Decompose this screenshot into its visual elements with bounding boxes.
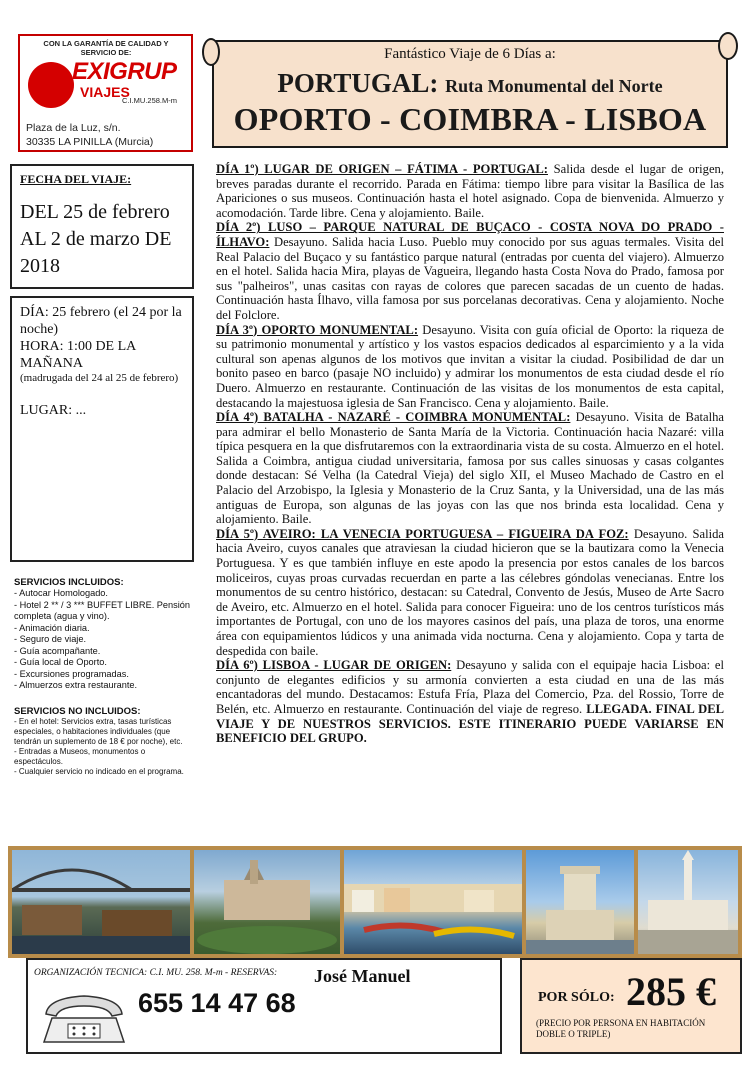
- itinerary-day: [216, 410, 724, 527]
- service-item: - Seguro de viaje.: [14, 634, 87, 644]
- day-title: DÍA 3º) OPORTO MONUMENTAL:: [216, 322, 419, 337]
- photo-bucaco-palace: [194, 850, 340, 954]
- service-item: - Guía acompañante.: [14, 645, 101, 656]
- day-title: DÍA 4º) BATALHA - NAZARÉ - COIMBRA MONUMENTAL:: [216, 410, 571, 425]
- photo-fatima-basilica: [638, 850, 738, 954]
- date-text: DEL 25 de febrero AL 2 de marzo DE 2018: [20, 201, 172, 277]
- service-item: - Almuerzos extra restaurante.: [14, 680, 138, 690]
- service-excluded-item: - Cualquier servicio no indicado en el programa.: [14, 766, 184, 776]
- photo-belem-tower: [526, 850, 634, 954]
- photo-aveiro-canal: [344, 850, 522, 954]
- agency-license: C.I.MU.258.M-m: [122, 96, 178, 105]
- trip-title: [200, 68, 740, 99]
- agency-address-2: 30335 LA PINILLA (Murcia): [26, 136, 154, 148]
- price-label: POR SÓLO:: [538, 990, 615, 1005]
- departure-box: [10, 296, 194, 562]
- day-title: DÍA 2º) LUSO – PARQUE NATURAL DE BUÇACO - COSTA NOVA DO PRADO - ÍLHAVO:: [216, 220, 724, 249]
- itinerary-day: [216, 527, 724, 658]
- services-not-included-title: SERVICIOS NO INCLUIDOS:: [14, 705, 141, 717]
- price-box: [520, 958, 742, 1054]
- day-text: Desayuno. Salida hacia Luso. Pueblo muy conocido por sus aguas termales. Visita del Real Palacio del Buçaco y su fantástico parque natural (entradas por cuenta del viajero). Almuerzo en el hotel. Salida hacia Mira, playas de Vagueira, llegando hasta Costa Nova do Prado, famosa por sus "palheiros", unas casitas con rayas de colores que parecen sacadas de un cuento de hadas. Continuación hasta Ílhavo, villa famosa por sus porcelanas decorativas. Cena y alojamiento. Noche del Folclore.: [216, 234, 724, 322]
- services-included-title: SERVICIOS INCLUIDOS:: [14, 577, 124, 588]
- itinerary-day: [216, 220, 724, 322]
- departure-hour-note: (madrugada del 24 al 25 de febrero): [20, 372, 179, 384]
- trip-country: PORTUGAL:: [277, 68, 439, 98]
- departure-day: DÍA: 25 febrero (el 24 por la noche): [20, 305, 182, 337]
- day-text: Desayuno y salida con el equipaje hacia Lisboa: el conjunto de elegantes edificios y su armonía convierten a esta ciudad en una de las más encantadoras del mundo. Destacamos: Estufa Fría, Plaza del Comercio, Pza. del Rossio, Torre de Belén, etc. Almuerzo en restaurante. Continuación del viaje de regreso.: [216, 658, 725, 716]
- services-section: [14, 577, 192, 777]
- service-item: - Excursiones programadas.: [14, 668, 129, 679]
- service-item: - Guía local de Oporto.: [14, 657, 107, 667]
- day-text: Desayuno. Visita con guía oficial de Oporto: la riqueza de su patrimonio monumental y artístico y los vastos espacios dedicados al esparcimiento y a la vida cultural son apenas algunos de los motivos que invitan a visitar la ciudad. Posibilidad de dar un bonito paseo en barco (pasaje NO incluido) y admirar los monumentos de esta ciudad desde el río Duero. Almuerzo en restaurante. Continuación de las visitas de los monumentos de esta capital, destacando la majestuosa iglesia de San Francisco. Cena y alojamiento. Baile.: [216, 322, 724, 410]
- agency-logo-icon: [28, 62, 74, 108]
- itinerary-day: [216, 162, 724, 220]
- service-excluded-item: - En el hotel: Servicios extra, tasas turísticas especiales, o habitaciones individuales (que tendrán un suplemento de 18 € por noche), etc.: [14, 716, 183, 746]
- agency-address-1: Plaza de la Luz, s/n.: [26, 122, 121, 134]
- day-title: DÍA 5º) AVEIRO: LA VENECIA PORTUGUESA – FIGUEIRA DA FOZ:: [216, 526, 629, 541]
- price-value: 285 €: [626, 969, 716, 1014]
- trip-cities: OPORTO - COIMBRA - LISBOA: [233, 101, 707, 137]
- itinerary-day: [216, 323, 724, 411]
- contact-name: José Manuel: [314, 966, 411, 986]
- photo-strip: [8, 846, 742, 958]
- day-title: DÍA 1º) LUGAR DE ORIGEN – FÁTIMA - PORTUGAL:: [216, 162, 548, 176]
- day-title: DÍA 6º) LISBOA - LUGAR DE ORIGEN:: [216, 658, 452, 673]
- service-excluded-item: - Entradas a Museos, monumentos o espectáculos.: [14, 746, 146, 766]
- agency-name: EXIGRUP: [72, 58, 177, 85]
- date-title: FECHA DEL VIAJE:: [20, 172, 132, 186]
- service-item: - Hotel 2 ** / 3 *** BUFFET LIBRE. Pensión completa (agua y vino).: [14, 599, 190, 621]
- itinerary: [216, 162, 724, 746]
- price-note: (PRECIO POR PERSONA EN HABITACIÓN DOBLE O TRIPLE): [536, 1018, 706, 1039]
- contact-box: [26, 958, 502, 1054]
- photo-oporto-bridge: [12, 850, 190, 954]
- date-box: [10, 164, 194, 289]
- trip-route: Ruta Monumental del Norte: [445, 76, 663, 96]
- service-item: - Animación diaria.: [14, 622, 90, 633]
- trip-lead: Fantástico Viaje de 6 Días a:: [384, 46, 556, 62]
- title-scroll: [200, 30, 740, 152]
- departure-place: LUGAR: ...: [20, 403, 87, 418]
- day-text: Desayuno. Visita de Batalha para admirar el bello Monasterio de Santa María de la Victoria. Continuación hacia Nazaré: villa típica pesquera en la que disfrutaremos con la extraordinaria vista de su costa. Almuerzo en el hotel. Salida a Coimbra, antigua ciudad universitaria, famosa por sus calles sinuosas y casas colgantes donde destacan: Sé Velha (la Catedral Vieja) del siglo XII, el Museo Machado de Castro en el Palacio del Arzobispo, la Iglesia y Monasterio de la Cruz Santa, y la Universidad, una de las más antiguas de Europa, son algunas de las joyas con las que nos brinda esta localidad. Cena y alojamiento. Baile.: [216, 410, 725, 527]
- telephone-icon: [38, 984, 130, 1048]
- itinerary-day: [216, 658, 724, 746]
- day-text: Desayuno. Salida hacia Aveiro, cuyos canales que atraviesan la ciudad hicieron que se la bautizara como la Venecia Portuguesa. Y es que también influye en este apodo la presencia por estos canales de los barcos moliceiros, cuyas proas curvadas recuerdan en parte a las célebres góndolas venecianas. Entre los monumentos de su centro histórico, destacan: su Catedral, Convento de Jesús, Museo de Arte Sacro de Aveiro, etc. Almuerzo en el hotel. Salida para conocer Figueira: uno de los centros turísticos más importantes de Portugal, con uno de los mayores casinos del país, una plaza de toros, una enorme área con equipamientos lúdicos y una animada vida nocturna. Cena y alojamiento. Copa y tarta de despedida con baile.: [216, 526, 725, 658]
- agency-guarantee: CON LA GARANTÍA DE CALIDAD Y SERVICIO DE:: [43, 39, 169, 57]
- agency-logo-box: [18, 34, 193, 152]
- itinerary-closing: LLEGADA. FINAL DEL VIAJE Y DE NUESTROS SERVICIOS. ESTE ITINERARIO PUEDE VARIARSE EN BENEFICIO DEL GRUPO.: [216, 701, 725, 746]
- day-text: Salida desde el lugar de origen, breves paradas durante el recorrido. Parada en Fátima: tiempo libre para visitar la Basílica de las Apariciones o sus museos. Continuación hasta el hotel asignado. Copa de bienvenida. Almuerzo y acomodación. Tarde libre. Cena y alojamiento. Baile.: [216, 162, 724, 220]
- contact-label: ORGANIZACIÓN TECNICA: C.I. MU. 258. M-m - RESERVAS:: [34, 968, 278, 978]
- departure-hour: HORA: 1:00 DE LA MAÑANA: [20, 339, 136, 371]
- service-item: - Autocar Homologado.: [14, 588, 108, 598]
- agency-sub: VIAJES: [80, 84, 130, 100]
- contact-phone: 655 14 47 68: [138, 988, 296, 1018]
